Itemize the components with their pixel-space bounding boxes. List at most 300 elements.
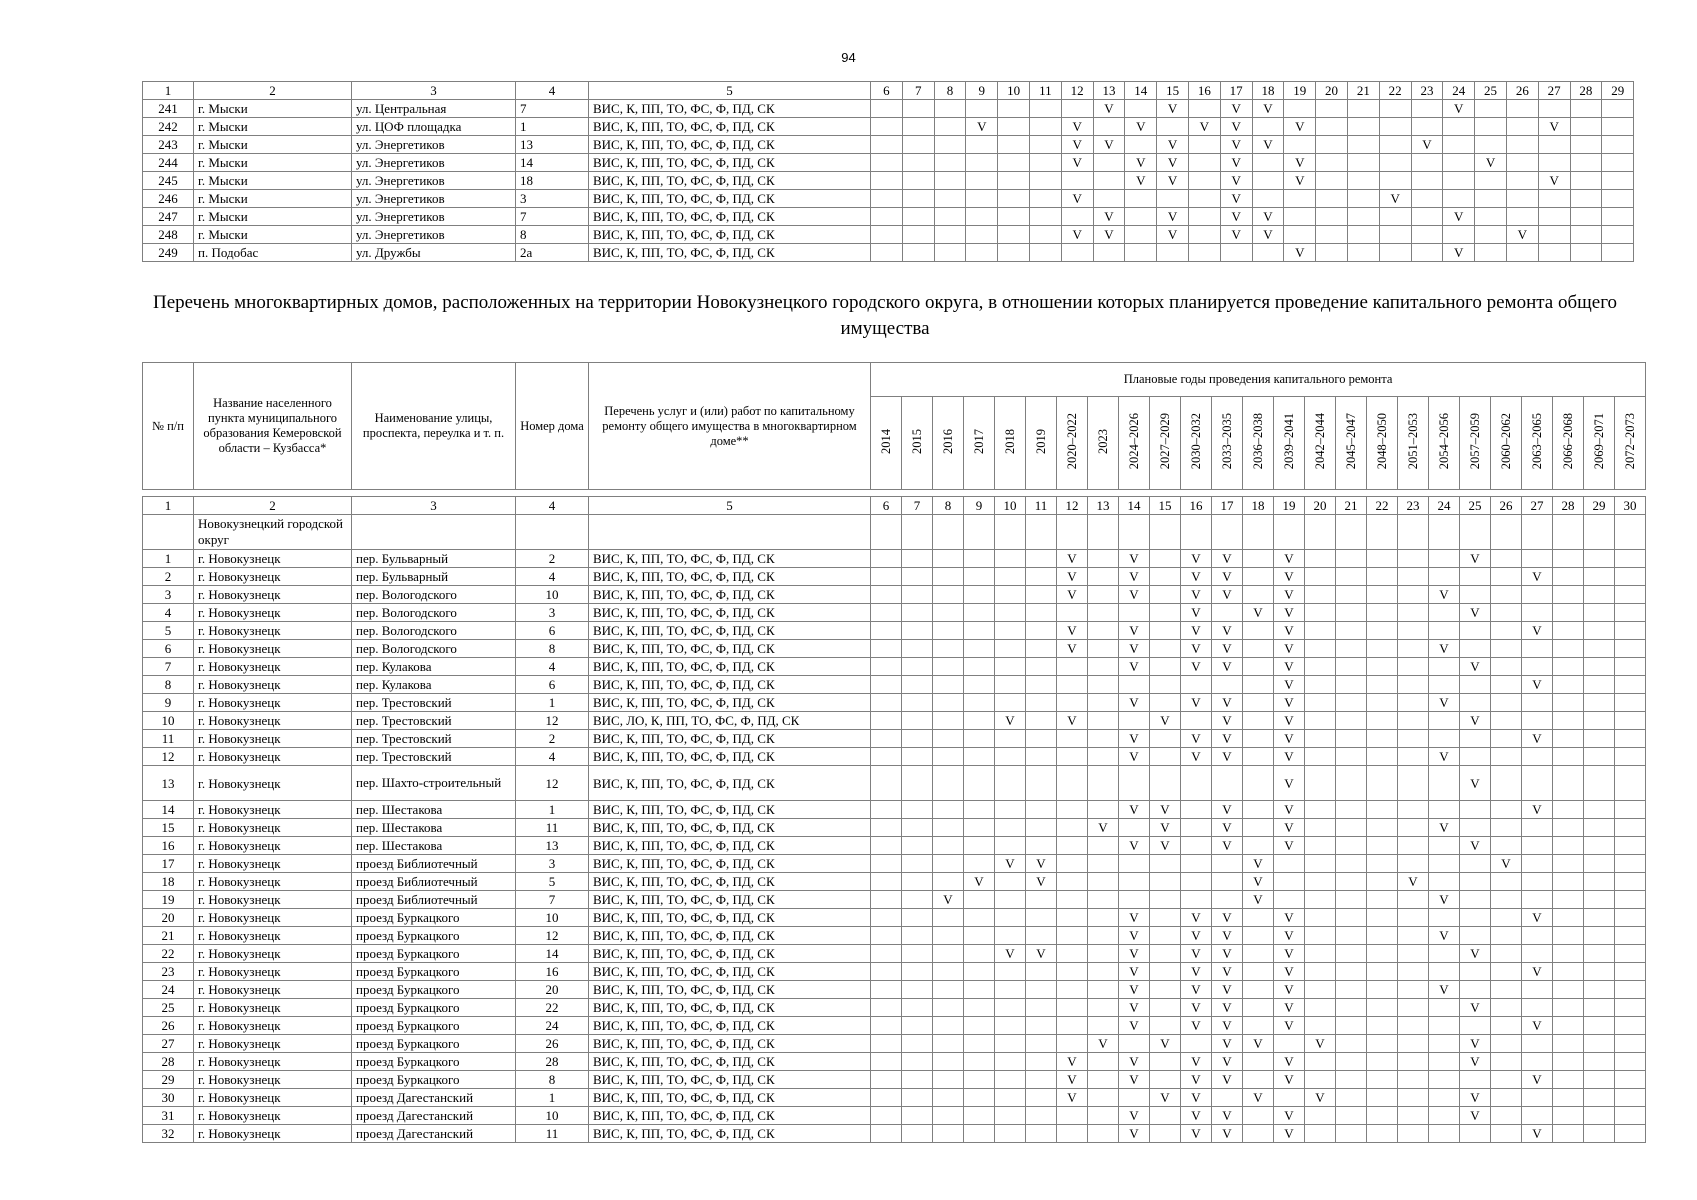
column-number: 16 (1181, 497, 1212, 515)
year-mark-cell (1411, 244, 1443, 262)
year-mark-cell: V (1460, 712, 1491, 730)
year-mark-cell (1615, 999, 1646, 1017)
row-number: 243 (143, 136, 194, 154)
year-mark-cell (1284, 226, 1316, 244)
year-mark-cell (1088, 712, 1119, 730)
year-mark-cell: V (1274, 909, 1305, 927)
header-year (1491, 397, 1522, 490)
year-mark-cell (1181, 712, 1212, 730)
year-mark-cell: V (1429, 586, 1460, 604)
year-mark-cell (1615, 819, 1646, 837)
year-mark-cell (1305, 927, 1336, 945)
column-number: 22 (1367, 497, 1398, 515)
year-mark-cell (1026, 1035, 1057, 1053)
year-mark-cell (1188, 244, 1220, 262)
year-mark-cell (998, 244, 1030, 262)
year-mark-cell (1460, 963, 1491, 981)
year-mark-cell (964, 1125, 995, 1143)
column-number: 15 (1150, 497, 1181, 515)
year-mark-cell (1119, 891, 1150, 909)
header-year (1243, 397, 1274, 490)
year-mark-cell (1243, 819, 1274, 837)
year-mark-cell (1522, 819, 1553, 837)
year-mark-cell (1584, 1071, 1615, 1089)
empty-cell (1553, 515, 1584, 550)
table-row (143, 226, 1634, 244)
house-cell: 3 (516, 855, 589, 873)
year-mark-cell: V (1119, 748, 1150, 766)
year-mark-cell (871, 1035, 902, 1053)
year-mark-cell (1243, 1125, 1274, 1143)
year-mark-cell: V (1274, 963, 1305, 981)
year-mark-cell (902, 640, 933, 658)
year-mark-cell (1522, 712, 1553, 730)
empty-cell (1336, 515, 1367, 550)
year-mark-cell (1088, 945, 1119, 963)
year-mark-cell: V (1181, 1017, 1212, 1035)
house-cell: 24 (516, 1017, 589, 1035)
year-mark-cell (1125, 208, 1157, 226)
year-mark-cell (902, 1089, 933, 1107)
locality-cell: г. Мыски (194, 154, 352, 172)
year-mark-cell (1367, 945, 1398, 963)
year-mark-cell: V (1220, 118, 1252, 136)
year-mark-cell (1570, 208, 1602, 226)
header-year (1584, 397, 1615, 490)
year-mark-cell (1429, 1035, 1460, 1053)
year-mark-cell (1553, 963, 1584, 981)
house-cell: 7 (516, 208, 589, 226)
year-mark-cell (1398, 1107, 1429, 1125)
header-year (995, 397, 1026, 490)
house-cell: 4 (516, 568, 589, 586)
header-year-label: 2033–2035 (1219, 412, 1234, 470)
column-number: 22 (1379, 82, 1411, 100)
locality-cell: г. Мыски (194, 172, 352, 190)
row-number: 13 (143, 766, 194, 801)
year-mark-cell (1398, 963, 1429, 981)
table-row (143, 819, 1646, 837)
year-mark-cell (1615, 801, 1646, 819)
year-mark-cell (1336, 676, 1367, 694)
street-cell: ул. Дружбы (352, 244, 516, 262)
year-mark-cell: V (1274, 766, 1305, 801)
street-cell: пер. Трестовский (352, 748, 516, 766)
locality-cell: г. Новокузнецк (194, 1125, 352, 1143)
year-mark-cell (1305, 945, 1336, 963)
column-number: 10 (998, 82, 1030, 100)
year-mark-cell (1057, 766, 1088, 801)
year-mark-cell (1475, 244, 1507, 262)
year-mark-cell (1584, 748, 1615, 766)
year-mark-cell (871, 873, 902, 891)
year-mark-cell (1252, 172, 1284, 190)
year-mark-cell (1429, 999, 1460, 1017)
year-mark-cell (1506, 118, 1538, 136)
year-mark-cell (1584, 766, 1615, 801)
year-mark-cell: V (1061, 154, 1093, 172)
year-mark-cell (1150, 981, 1181, 999)
works-cell: ВИС, К, ПП, ТО, ФС, Ф, ПД, СК (589, 945, 871, 963)
year-mark-cell (966, 136, 998, 154)
year-mark-cell (1305, 819, 1336, 837)
header-year-label: 2054–2056 (1436, 412, 1451, 470)
year-mark-cell: V (1181, 1071, 1212, 1089)
year-mark-cell: V (1460, 550, 1491, 568)
year-mark-cell (995, 1107, 1026, 1125)
year-mark-cell: V (1460, 837, 1491, 855)
year-mark-cell (1615, 550, 1646, 568)
year-mark-cell: V (1274, 604, 1305, 622)
year-mark-cell (933, 1125, 964, 1143)
year-mark-cell (1491, 604, 1522, 622)
year-mark-cell (1119, 855, 1150, 873)
header-locality: Название населенного пункта муниципального образования Кемеровской области – Кузбасса* (194, 363, 352, 490)
year-mark-cell (995, 981, 1026, 999)
year-mark-cell (902, 748, 933, 766)
year-mark-cell: V (1157, 100, 1189, 118)
year-mark-cell (1506, 136, 1538, 154)
year-mark-cell (1243, 927, 1274, 945)
year-mark-cell: V (1379, 190, 1411, 208)
year-mark-cell (1093, 172, 1125, 190)
year-mark-cell: V (1220, 226, 1252, 244)
year-mark-cell (1553, 909, 1584, 927)
year-mark-cell (1029, 190, 1061, 208)
year-mark-cell (1522, 766, 1553, 801)
year-mark-cell (1367, 819, 1398, 837)
year-mark-cell: V (1243, 1089, 1274, 1107)
year-mark-cell (1379, 172, 1411, 190)
year-mark-cell (871, 909, 902, 927)
year-mark-cell: V (1460, 999, 1491, 1017)
year-mark-cell (1615, 837, 1646, 855)
year-mark-cell: V (1212, 1107, 1243, 1125)
locality-cell: г. Новокузнецк (194, 748, 352, 766)
year-mark-cell: V (1181, 999, 1212, 1017)
year-mark-cell: V (1119, 963, 1150, 981)
year-mark-cell (1157, 190, 1189, 208)
year-mark-cell: V (1119, 622, 1150, 640)
year-mark-cell (902, 981, 933, 999)
year-mark-cell (902, 694, 933, 712)
house-cell: 1 (516, 801, 589, 819)
year-mark-cell (1243, 945, 1274, 963)
header-year (1305, 397, 1336, 490)
year-mark-cell (1336, 855, 1367, 873)
year-mark-cell (1602, 190, 1634, 208)
works-cell: ВИС, К, ПП, ТО, ФС, Ф, ПД, СК (589, 568, 871, 586)
column-number: 5 (589, 497, 871, 515)
year-mark-cell (1602, 244, 1634, 262)
year-mark-cell (1367, 730, 1398, 748)
year-mark-cell (1088, 963, 1119, 981)
year-mark-cell (1284, 100, 1316, 118)
year-mark-cell (1460, 622, 1491, 640)
year-mark-cell (1057, 999, 1088, 1017)
table-row (143, 244, 1634, 262)
row-number: 9 (143, 694, 194, 712)
year-mark-cell (1088, 604, 1119, 622)
street-cell: пер. Шестакова (352, 837, 516, 855)
year-mark-cell (1150, 927, 1181, 945)
year-mark-cell (1212, 604, 1243, 622)
year-mark-cell (964, 981, 995, 999)
year-mark-cell (1125, 100, 1157, 118)
year-mark-cell (1367, 927, 1398, 945)
year-mark-cell (1584, 801, 1615, 819)
table-row (143, 999, 1646, 1017)
year-mark-cell (1429, 1017, 1460, 1035)
works-cell: ВИС, К, ПП, ТО, ФС, Ф, ПД, СК (589, 136, 871, 154)
year-mark-cell (998, 154, 1030, 172)
table-row (143, 1107, 1646, 1125)
table-row (143, 1125, 1646, 1143)
year-mark-cell (1443, 172, 1475, 190)
year-mark-cell (933, 981, 964, 999)
row-number: 28 (143, 1053, 194, 1071)
header-year (1119, 397, 1150, 490)
year-mark-cell (964, 999, 995, 1017)
year-mark-cell (995, 604, 1026, 622)
year-mark-cell (964, 801, 995, 819)
year-mark-cell (1506, 190, 1538, 208)
year-mark-cell (933, 748, 964, 766)
year-mark-cell (902, 1071, 933, 1089)
year-mark-cell (902, 909, 933, 927)
year-mark-cell: V (1119, 586, 1150, 604)
year-mark-cell (934, 100, 966, 118)
year-mark-cell (1522, 855, 1553, 873)
column-number-row (143, 497, 1646, 515)
year-mark-cell (1584, 909, 1615, 927)
year-mark-cell (1615, 909, 1646, 927)
year-mark-cell (1119, 766, 1150, 801)
year-mark-cell (1615, 604, 1646, 622)
year-mark-cell: V (1522, 676, 1553, 694)
year-mark-cell (1088, 730, 1119, 748)
year-mark-cell (1398, 909, 1429, 927)
year-mark-cell (1491, 748, 1522, 766)
year-mark-cell (1429, 568, 1460, 586)
year-mark-cell (933, 801, 964, 819)
street-cell: пер. Кулакова (352, 658, 516, 676)
locality-cell: г. Мыски (194, 100, 352, 118)
year-mark-cell (1057, 604, 1088, 622)
year-mark-cell (966, 172, 998, 190)
year-mark-cell (871, 766, 902, 801)
year-mark-cell (1119, 1035, 1150, 1053)
year-mark-cell: V (1274, 819, 1305, 837)
column-number: 23 (1398, 497, 1429, 515)
year-mark-cell: V (1252, 226, 1284, 244)
works-cell: ВИС, К, ПП, ТО, ФС, Ф, ПД, СК (589, 1017, 871, 1035)
column-number: 15 (1157, 82, 1189, 100)
year-mark-cell: V (1026, 873, 1057, 891)
year-mark-cell (1570, 244, 1602, 262)
empty-cell (871, 515, 902, 550)
row-number: 241 (143, 100, 194, 118)
year-mark-cell (1460, 1017, 1491, 1035)
year-mark-cell: V (1212, 981, 1243, 999)
year-mark-cell (1615, 1053, 1646, 1071)
year-mark-cell (1615, 712, 1646, 730)
locality-cell: г. Новокузнецк (194, 1017, 352, 1035)
year-mark-cell (1026, 622, 1057, 640)
column-number-row (143, 82, 1634, 100)
locality-cell: г. Новокузнецк (194, 766, 352, 801)
year-mark-cell (1429, 801, 1460, 819)
locality-cell: г. Мыски (194, 226, 352, 244)
year-mark-cell: V (1212, 909, 1243, 927)
header-year-label: 2069–2071 (1591, 412, 1606, 470)
year-mark-cell (934, 118, 966, 136)
year-mark-cell (933, 819, 964, 837)
year-mark-cell (1538, 208, 1570, 226)
year-mark-cell (1029, 172, 1061, 190)
house-cell: 12 (516, 766, 589, 801)
house-cell: 1 (516, 1089, 589, 1107)
year-mark-cell (1429, 873, 1460, 891)
table-row (143, 1017, 1646, 1035)
locality-cell: г. Новокузнецк (194, 604, 352, 622)
year-mark-cell (1491, 1017, 1522, 1035)
header-street: Наименование улицы, проспекта, переулка и т. п. (352, 363, 516, 490)
year-mark-cell (902, 837, 933, 855)
year-mark-cell: V (1274, 586, 1305, 604)
year-mark-cell (1553, 981, 1584, 999)
row-number: 10 (143, 712, 194, 730)
year-mark-cell (1553, 927, 1584, 945)
year-mark-cell (1491, 1053, 1522, 1071)
year-mark-cell (1379, 226, 1411, 244)
street-cell: ул. Энергетиков (352, 208, 516, 226)
header-year (1553, 397, 1584, 490)
year-mark-cell (1522, 604, 1553, 622)
year-mark-cell: V (1061, 136, 1093, 154)
year-mark-cell (1584, 568, 1615, 586)
year-mark-cell (1026, 748, 1057, 766)
year-mark-cell: V (1181, 550, 1212, 568)
year-mark-cell (1088, 837, 1119, 855)
house-cell: 7 (516, 891, 589, 909)
year-mark-cell (964, 837, 995, 855)
house-cell: 7 (516, 100, 589, 118)
year-mark-cell: V (1212, 1071, 1243, 1089)
year-mark-cell (1057, 837, 1088, 855)
year-mark-cell (1411, 226, 1443, 244)
year-mark-cell (871, 226, 903, 244)
year-mark-cell: V (1057, 1089, 1088, 1107)
year-mark-cell (1061, 244, 1093, 262)
house-cell: 1 (516, 118, 589, 136)
year-mark-cell (1553, 1053, 1584, 1071)
works-cell: ВИС, К, ПП, ТО, ФС, Ф, ПД, СК (589, 676, 871, 694)
year-mark-cell: V (1443, 100, 1475, 118)
empty-cell (1243, 515, 1274, 550)
year-mark-cell (933, 999, 964, 1017)
works-cell: ВИС, К, ПП, ТО, ФС, Ф, ПД, СК (589, 819, 871, 837)
locality-cell: г. Новокузнецк (194, 550, 352, 568)
year-mark-cell (1553, 550, 1584, 568)
year-mark-cell (1088, 999, 1119, 1017)
year-mark-cell (995, 550, 1026, 568)
year-mark-cell (1522, 1107, 1553, 1125)
year-mark-cell (1475, 100, 1507, 118)
year-mark-cell (1411, 172, 1443, 190)
year-mark-cell (1057, 1125, 1088, 1143)
header-year (933, 397, 964, 490)
year-mark-cell (1316, 226, 1348, 244)
year-mark-cell (1088, 676, 1119, 694)
year-mark-cell (1026, 676, 1057, 694)
table-row (143, 801, 1646, 819)
row-number: 21 (143, 927, 194, 945)
year-mark-cell (1602, 208, 1634, 226)
year-mark-cell (902, 226, 934, 244)
year-mark-cell (1336, 658, 1367, 676)
year-mark-cell (1026, 694, 1057, 712)
year-mark-cell (1615, 1107, 1646, 1125)
year-mark-cell: V (1093, 208, 1125, 226)
header-year-label: 2016 (940, 428, 955, 454)
year-mark-cell (1398, 640, 1429, 658)
year-mark-cell (902, 1035, 933, 1053)
year-mark-cell: V (1212, 748, 1243, 766)
year-mark-cell (1057, 694, 1088, 712)
year-mark-cell: V (966, 118, 998, 136)
house-cell: 28 (516, 1053, 589, 1071)
header-year-label: 2027–2029 (1157, 412, 1172, 470)
year-mark-cell (871, 622, 902, 640)
street-cell: проезд Буркацкого (352, 1071, 516, 1089)
year-mark-cell: V (1475, 154, 1507, 172)
year-mark-cell (1553, 1017, 1584, 1035)
year-mark-cell (1491, 622, 1522, 640)
row-number: 247 (143, 208, 194, 226)
year-mark-cell (1284, 136, 1316, 154)
empty-cell (1460, 515, 1491, 550)
year-mark-cell (871, 855, 902, 873)
locality-cell: г. Новокузнецк (194, 586, 352, 604)
year-mark-cell (995, 909, 1026, 927)
year-mark-cell: V (1181, 622, 1212, 640)
year-mark-cell: V (1274, 550, 1305, 568)
year-mark-cell (964, 694, 995, 712)
year-mark-cell (1088, 801, 1119, 819)
year-mark-cell (1379, 100, 1411, 118)
year-mark-cell (1475, 208, 1507, 226)
year-mark-cell (1336, 1035, 1367, 1053)
year-mark-cell (1336, 1017, 1367, 1035)
year-mark-cell: V (964, 873, 995, 891)
year-mark-cell: V (1460, 1035, 1491, 1053)
year-mark-cell (1220, 244, 1252, 262)
year-mark-cell: V (1157, 136, 1189, 154)
year-mark-cell (1584, 981, 1615, 999)
header-year (1615, 397, 1646, 490)
year-mark-cell (1243, 981, 1274, 999)
year-mark-cell (964, 550, 995, 568)
year-mark-cell: V (1305, 1035, 1336, 1053)
year-mark-cell (1336, 945, 1367, 963)
year-mark-cell: V (1093, 136, 1125, 154)
year-mark-cell (1026, 801, 1057, 819)
year-mark-cell (995, 927, 1026, 945)
year-mark-cell (1553, 837, 1584, 855)
table-row (143, 172, 1634, 190)
column-number: 20 (1316, 82, 1348, 100)
